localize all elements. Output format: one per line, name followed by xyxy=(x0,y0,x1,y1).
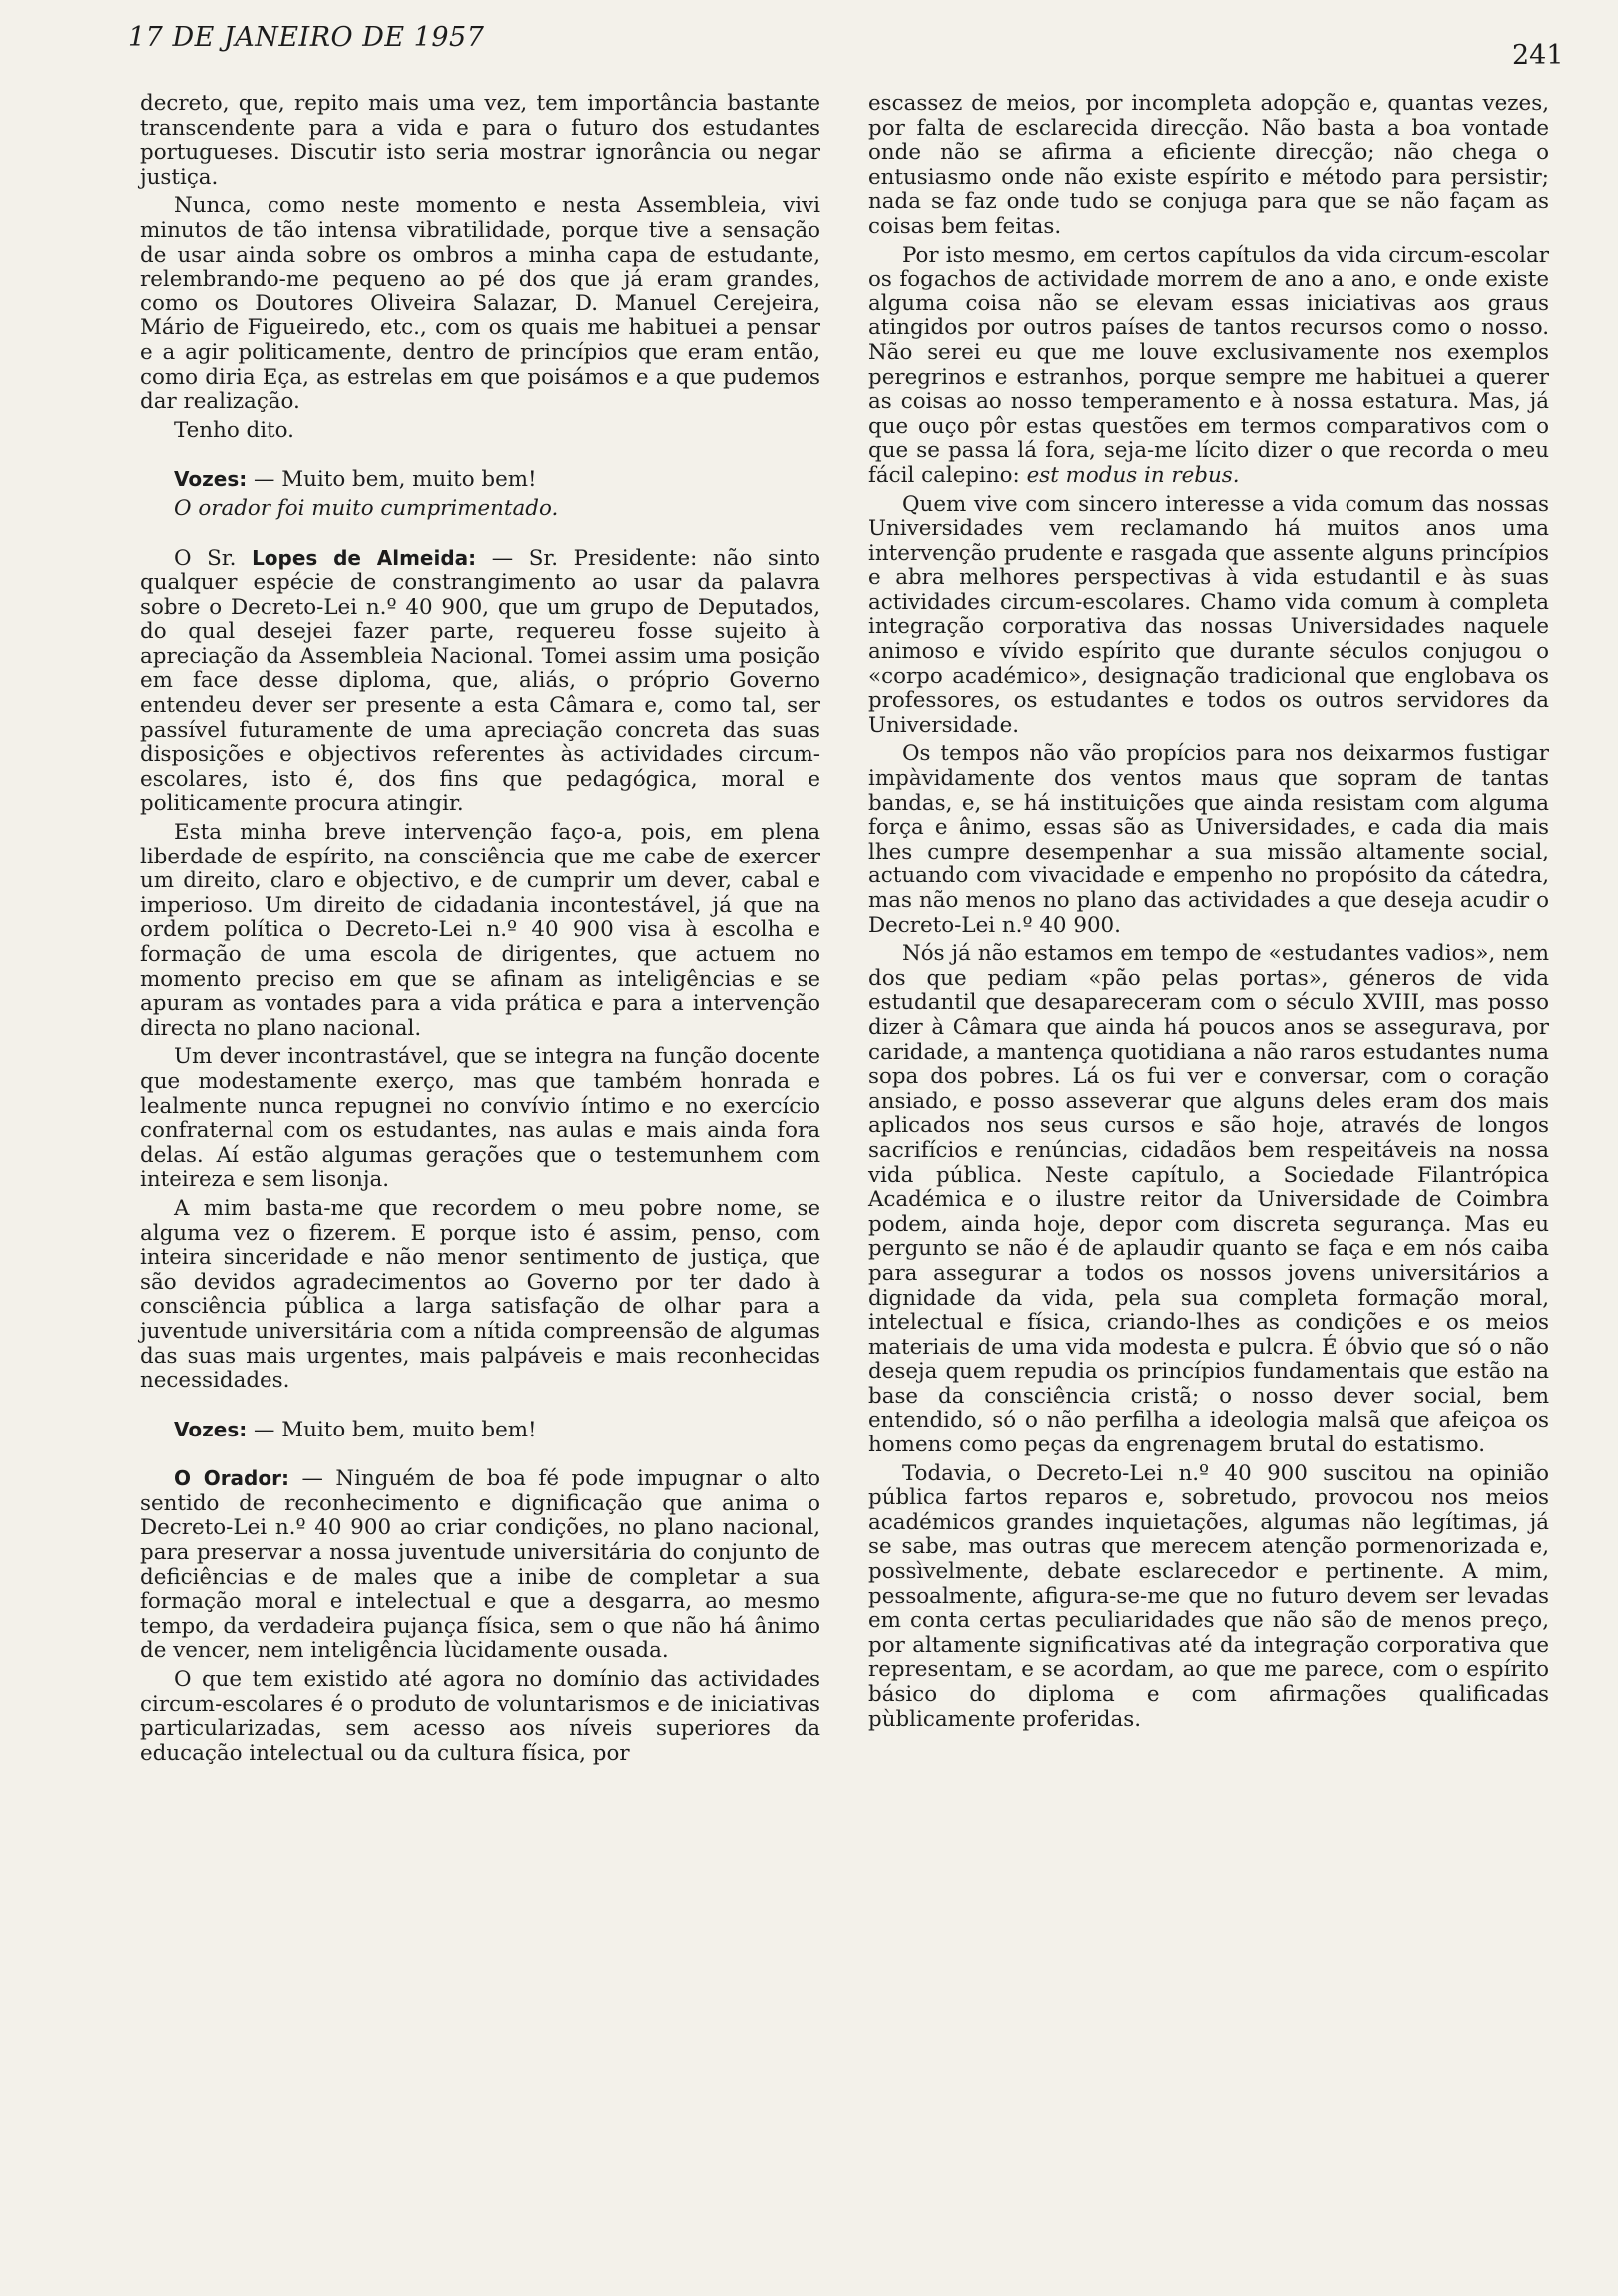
speaker-label: Vozes: xyxy=(174,1417,248,1441)
running-header-date: 17 DE JANEIRO DE 1957 xyxy=(128,22,485,53)
paragraph: O que tem existido até agora no domínio das actividades circum-escolares é o produto de voluntarismos e de iniciativas particularizadas, sem acesso aos níveis superiores da educação intelectual ou da cultura física, por xyxy=(140,1667,820,1766)
paragraph: Nunca, como neste momento e nesta Assembleia, vivi minutos de tão intensa vibratilidade, porque tive a sensação de usar ainda sobre os ombros a minha capa de estudante, relembrando-me pequeno ao pé dos que já eram grandes, como os Doutores Oliveira Salazar, D. Manuel Cerejeira, Mário de Figueiredo, etc., com os quais me habituei a pensar e a agir politicamente, dentro de princípios que eram então, como diria Eça, as estrelas em que poisámos e a que pudemos dar realização. xyxy=(140,193,820,415)
paragraph: Tenho dito. xyxy=(174,417,294,443)
interjection xyxy=(140,1418,820,1443)
speaker-label: Lopes de Almeida: xyxy=(252,545,477,570)
paragraph xyxy=(868,244,1549,489)
speaker-prefix: O Sr. xyxy=(174,545,253,571)
speech-text: — Muito bem, muito bem! xyxy=(247,467,537,493)
speech-text: — Sr. Presidente: não sinto qualquer espécie de constrangimento ao usar da palavra sobre o Decreto-Lei n.º 40 900, que um grupo de Deputados, do qual desejei fazer parte, requereu fosse sujeito à apreciação da Assembleia Nacional. Tomei assim uma posição em face desse diploma, que, aliás, o próprio Governo entendeu dever ser presente a esta Câmara e, como tal, ser passível futuramente de uma apreciação concreta das suas disposições e objectivos referentes às actividades circum-escolares, isto é, dos fins que pedagógica, moral e politicamente procura atingir. xyxy=(140,545,820,817)
right-column xyxy=(868,92,1549,1736)
speaker-label: O Orador: xyxy=(174,1466,289,1491)
speech-paragraph xyxy=(140,1466,820,1664)
latin-phrase: est modus in rebus. xyxy=(1019,462,1240,488)
paragraph-text: Por isto mesmo, em certos capítulos da vida circum-escolar os fogachos de actividade morrem de ano a ano, e onde existe alguma coisa não se elevam essas iniciativas aos graus atingidos por outros países de tantos recursos como o nosso. Não serei eu que me louve exclusivamente nos exemplos peregrinos e estranhos, porque sempre me habituei a querer as coisas ao nosso temperamento e à nossa estatura. Mas, já que ouço pôr estas questões em termos comparativos com o que se passa lá fora, seja-me lícito dizer o que recorda o meu fácil calepino: xyxy=(868,242,1549,488)
stage-note-text: O orador foi muito cumprimentado. xyxy=(174,495,559,521)
paragraph: Quem vive com sincero interesse a vida comum das nossas Universidades vem reclamando há muitos anos uma intervenção prudente e rasgada que assente alguns princípios e abra melhores perspectivas à vida estudantil e às suas actividades circum-escolares. Chamo vida comum à completa integração corporativa das nossas Universidades naquele animoso e vívido espírito que durante séculos conjugou o «corpo académico», designação tradicional que englobava os professores, os estudantes e todos os outros servidores da Universidade. xyxy=(868,491,1549,738)
paragraph: escassez de meios, por incompleta adopção e, quantas vezes, por falta de esclarecida direcção. Não basta a boa vontade onde não se afirma a eficiente direcção; não chega o entusiasmo onde não existe espírito e método para persistir; nada se faz onde tudo se conjuga para que se não façam as coisas bem feitas. xyxy=(868,91,1549,239)
interjection xyxy=(140,467,820,493)
paragraph: Esta minha breve intervenção faço-a, pois, em plena liberdade de espírito, na consciência que me cabe de exercer um direito, claro e objectivo, e de cumprir um dever, cabal e imperioso. Um direito de cidadania incontestável, já que na ordem política o Decreto-Lei n.º 40 900 visa à escolha e formação de uma escola de dirigentes, que actuem no momento preciso em que se afinam as inteligências e se apuram as vontades para a vida prática e para a intervenção directa no plano nacional. xyxy=(140,820,820,1041)
paragraph: Um dever incontrastável, que se integra na função docente que modestamente exerço, mas que também honrada e lealmente nunca repugnei no convívio íntimo e no exercício confraternal com os estudantes, nas aulas e mais ainda fora delas. Aí estão algumas gerações que o testemunhem com inteireza e sem lisonja. xyxy=(140,1044,820,1193)
paragraph: decreto, que, repito mais uma vez, tem importância bastante transcendente para a vida e para o futuro dos estudantes portugueses. Discutir isto seria mostrar ignorância ou negar justiça. xyxy=(140,91,820,190)
speech-text: — Ninguém de boa fé pode impugnar o alto sentido de reconhecimento e dignificação que anima o Decreto-Lei n.º 40 900 ao criar condições, no plano nacional, para preservar a nossa juventude universitária do conjunto de deficiências e de males que a inibe de completar a sua formação moral e intelectual e que a desgarra, ao mesmo tempo, da verdadeira pujança física, sem o que não há ânimo de vencer, nem inteligência lùcidamente ousada. xyxy=(140,1466,821,1664)
paragraph: A mim basta-me que recordem o meu pobre nome, se alguma vez o fizerem. E porque isto é assim, penso, com inteira sinceridade e não menor sentimento de justiça, que são devidos agradecimentos ao Governo por ter dado à consciência pública a larga satisfação de olhar para a juventude universitária com a nítida compreensão de algumas das suas mais urgentes, mais palpáveis e mais reconhecidas necessidades. xyxy=(140,1195,820,1394)
paragraph: Os tempos não vão propícios para nos deixarmos fustigar impàvidamente dos ventos maus que sopram de tantas bandas, e, se há instituições que ainda resistam com alguma força e ânimo, essas são as Universidades, e cada dia mais lhes cumpre desempenhar a sua missão altamente social, actuando com vivacidade e empenho no propósito da cátedra, mas não menos no plano das actividades a que deseja acudir o Decreto-Lei n.º 40 900. xyxy=(868,741,1549,938)
speech-text: — Muito bem, muito bem! xyxy=(247,1417,537,1442)
paragraph: Todavia, o Decreto-Lei n.º 40 900 suscitou na opinião pública fartos reparos e, sobretudo, provocou nos meios académicos grandes inquietações, algumas não legítimas, já se sabe, mas outras que merecem atenção pormenorizada e, possìvelmente, debate esclarecedor e pertinente. A mim, pessoalmente, afigura-se-me que no futuro devem ser levadas em conta certas peculiaridades que não são de menos preço, por altamente significativas até da integração corporativa que representam, e se acordam, ao que me parece, com o espírito básico do diploma e com afirmações qualificadas pùblicamente proferidas. xyxy=(868,1460,1549,1732)
stage-note xyxy=(140,497,820,522)
left-column xyxy=(140,92,820,1770)
page-number: 241 xyxy=(1512,40,1564,71)
speaker-label: Vozes: xyxy=(174,467,248,492)
speech-paragraph xyxy=(140,546,820,818)
paragraph: Nós já não estamos em tempo de «estudantes vadios», nem dos que pediam «pão pelas portas», géneros de vida estudantil que desapareceram com o século XVIII, mas posso dizer à Câmara que ainda há poucos anos se assegurava, por caridade, a mantença quotidiana a não raros estudantes numa sopa dos pobres. Lá os fui ver e conversar, com o coração ansiado, e posso asseverar que alguns deles eram dos mais aplicados nos seus cursos e são hoje, através de longos sacrifícios e renúncias, cidadãos bem respeitáveis na nossa vida pública. Neste capítulo, a Sociedade Filantrópica Académica e o ilustre reitor da Universidade de Coimbra podem, ainda hoje, depor com discreta segurança. Mas eu pergunto se não é de aplaudir quanto se faça e em nós caiba para assegurar a todos os nossos jovens universitários a dignidade da vida, pela sua completa formação moral, intelectual e física, criando-lhes as condições e os meios materiais de uma vida modesta e pulcra. É óbvio que só o não deseja quem repudia os princípios fundamentais que estão na base da consciência cristã; o nosso dever social, bem entendido, só o não perfilha a ideologia malsã que afeiçoa os homens como peças da engrenagem brutal do estatismo. xyxy=(868,941,1549,1458)
